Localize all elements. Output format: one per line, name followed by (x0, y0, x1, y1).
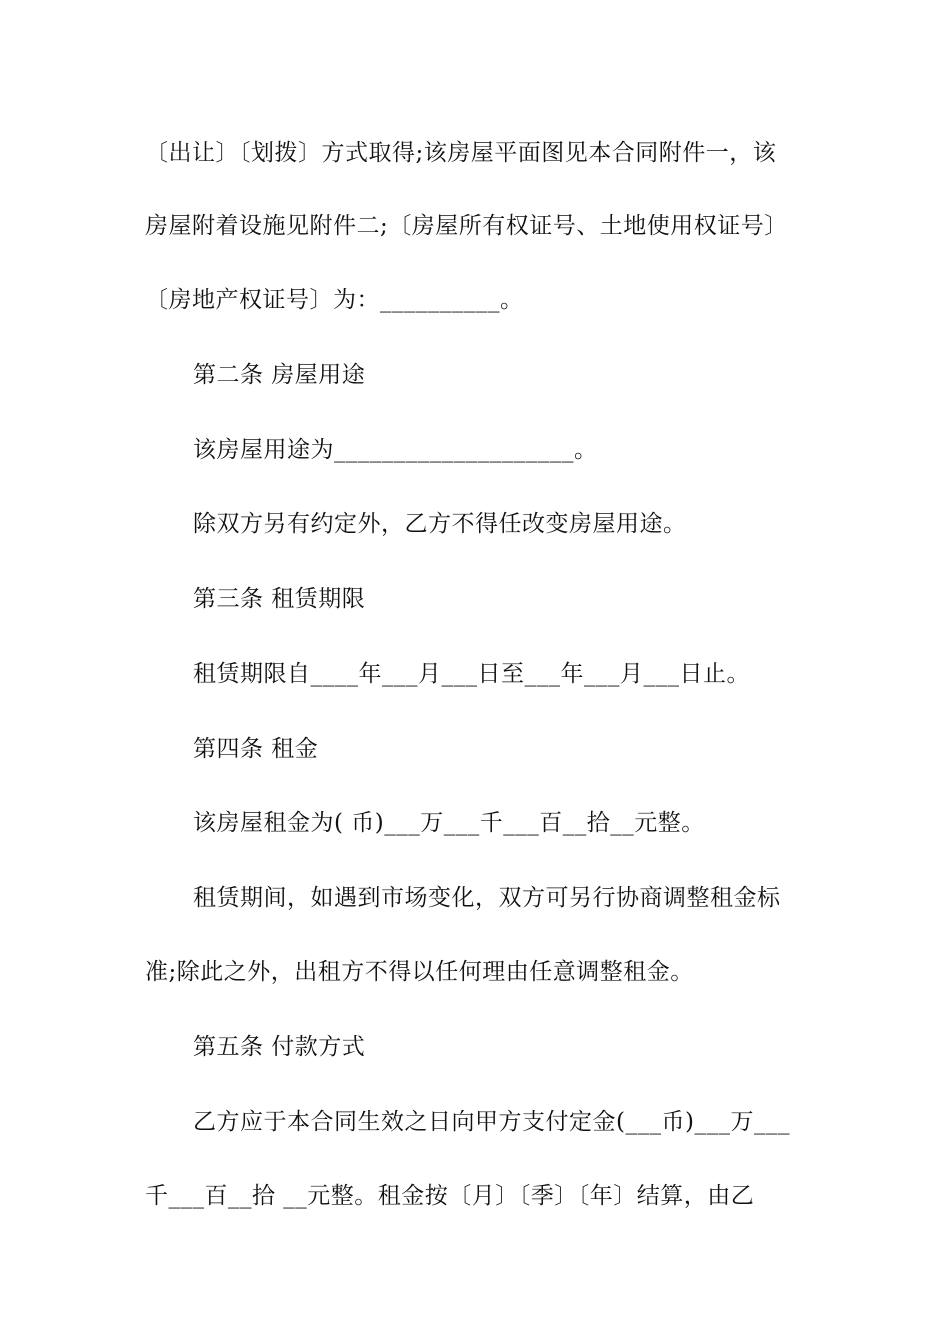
paragraph-line: 房屋附着设施见附件二;〔房屋所有权证号、土地使用权证号〕 (145, 213, 788, 239)
paragraph-line: 乙方应于本合同生效之日向甲方支付定金(___币)___万___ (193, 1109, 790, 1135)
paragraph-line: 〔房地产权证号〕为：__________。 (145, 287, 524, 313)
section-heading: 第四条 租金 (193, 736, 319, 762)
paragraph-line: 该房屋租金为( 币)___万___千___百__拾__元整。 (193, 810, 705, 836)
paragraph-line: 准;除此之外，出租方不得以任何理由任意调整租金。 (145, 959, 694, 985)
section-heading: 第二条 房屋用途 (193, 362, 366, 388)
paragraph-line: 租赁期间，如遇到市场变化，双方可另行协商调整租金标 (193, 885, 781, 911)
paragraph-line: 千___百__拾 __元整。租金按〔月〕〔季〕〔年〕结算，由乙 (145, 1183, 755, 1209)
paragraph-line: 该房屋用途为____________________。 (193, 437, 598, 463)
section-heading: 第三条 租赁期限 (193, 586, 366, 612)
paragraph-line: 除双方另有约定外，乙方不得任改变房屋用途。 (193, 511, 687, 537)
paragraph-line: 〔出让〕〔划拨〕方式取得;该房屋平面图见本合同附件一，该 (145, 140, 777, 166)
section-heading: 第五条 付款方式 (193, 1034, 366, 1060)
paragraph-line: 租赁期限自____年___月___日至___年___月___日止。 (193, 661, 750, 687)
